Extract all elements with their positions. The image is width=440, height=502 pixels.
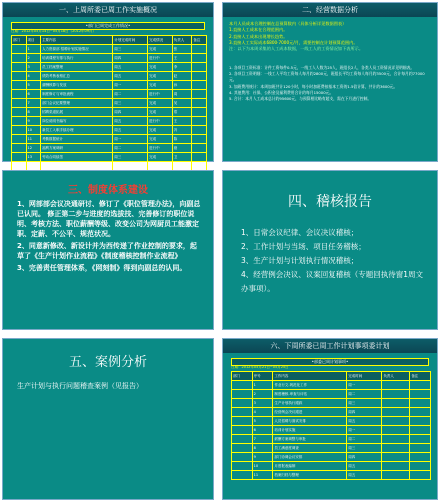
table-cell: 完成 (148, 99, 173, 108)
table-cell (232, 408, 253, 417)
table-row (232, 417, 431, 426)
table-row (12, 72, 207, 81)
slide-6-table-col-header: 完成时间 (347, 372, 382, 381)
table-cell: 完成 (148, 81, 173, 90)
table-cell (382, 444, 410, 453)
table-cell (232, 426, 253, 435)
table-row (12, 117, 207, 126)
table-cell: 周五 (113, 63, 148, 72)
table-cell: 周三 (113, 153, 148, 162)
table-cell: 周五 (113, 117, 148, 126)
table-row (232, 462, 431, 471)
table-row (232, 435, 431, 444)
slide-6-table-col-header: 部门 (232, 372, 253, 381)
table-cell (192, 135, 207, 144)
table-cell: 员工满意度调查 (273, 444, 347, 453)
table-cell: 进行中 (148, 54, 173, 63)
slide-6[interactable] (222, 338, 438, 500)
table-cell (232, 390, 253, 399)
table-row (12, 108, 207, 117)
table-cell (12, 117, 27, 126)
table-cell: 完成 (148, 135, 173, 144)
table-cell (192, 144, 207, 153)
table-cell (410, 408, 431, 417)
table-cell: 周五 (113, 126, 148, 135)
table-cell (12, 126, 27, 135)
slide-2-point-3: 3.直接人工实际成本6800·7000元/月，需要控制在计划预算范围内。 (229, 39, 358, 45)
table-cell (232, 399, 253, 408)
slide-3[interactable] (2, 170, 214, 330)
table-cell: 完成 (148, 63, 173, 72)
table-cell: 周二 (113, 144, 148, 153)
table-cell: 蒋 (172, 162, 192, 171)
slide-6-table (231, 371, 431, 480)
table-cell: 进行中 (148, 117, 173, 126)
slide-4-title: 四、稽核报告 (288, 194, 372, 210)
table-cell: 周一 (347, 381, 382, 390)
table-cell: 8 (252, 444, 273, 453)
table-cell (232, 453, 253, 462)
table-cell: 3 (26, 63, 41, 72)
table-row (12, 153, 207, 162)
table-cell: 福利方案调研 (41, 144, 113, 153)
table-cell: 经营例会决议跟进 (273, 408, 347, 417)
table-cell: 褚 (172, 144, 192, 153)
table-cell (12, 135, 27, 144)
table-cell: 周四 (113, 54, 148, 63)
table-cell: 周一 (113, 135, 148, 144)
table-cell: 5 (26, 81, 41, 90)
table-cell: 进行中 (148, 144, 173, 153)
table-cell: 周五 (347, 417, 382, 426)
slide-5-bullet-1: 生产计划与执行问题稽查案例（见报告） (17, 382, 143, 390)
table-cell (410, 453, 431, 462)
table-row (12, 63, 207, 72)
table-cell: 11 (252, 471, 273, 480)
table-cell: 9 (252, 453, 273, 462)
slide-2-point-2: 2.直接人工成本出现增长趋势。 (229, 33, 288, 39)
slide-2-intro: 本月人员成本合理控制在总预算数内（具体分析详见数据图表） (229, 21, 347, 26)
table-cell (192, 153, 207, 162)
slide-1-table-col-header: 项目 (26, 36, 41, 45)
table-cell: 7 (252, 435, 273, 444)
slide-1-table-col-header: 计划完成时间 (113, 36, 148, 45)
table-cell (192, 126, 207, 135)
slide-4[interactable] (222, 170, 438, 330)
table-cell: 周一 (113, 81, 148, 90)
table-cell: 13 (26, 153, 41, 162)
table-cell (192, 72, 207, 81)
table-cell: 考勤数据统计 (41, 135, 113, 144)
table-cell: 赵 (172, 72, 192, 81)
table-cell: 薪酬核算与发放 (41, 81, 113, 90)
table-cell: 6 (26, 90, 41, 99)
table-cell: 周三 (113, 99, 148, 108)
table-cell: 王 (172, 54, 192, 63)
table-cell: 11 (26, 135, 41, 144)
table-cell: 周二 (347, 435, 382, 444)
slide-2-point-1: 1.直接人工成本在合理范围内。 (229, 27, 288, 33)
table-cell: 周 (172, 90, 192, 99)
table-row (12, 126, 207, 135)
table-cell: 培训计划实施 (273, 426, 347, 435)
table-cell (410, 381, 431, 390)
slide-1[interactable] (2, 2, 214, 168)
table-cell (12, 54, 27, 63)
table-cell (12, 45, 27, 54)
table-cell: 周四 (347, 453, 382, 462)
table-cell: 周二 (113, 90, 148, 99)
slide-1-table-col-header: 备注 (192, 36, 207, 45)
table-cell: 完成 (148, 108, 173, 117)
table-cell: 月度报表编制 (273, 462, 347, 471)
slide-2-header: 二、经营数据分析 (223, 3, 437, 17)
table-cell (410, 390, 431, 399)
table-cell (410, 462, 431, 471)
table-cell (192, 81, 207, 90)
table-cell (382, 426, 410, 435)
table-cell: 完成 (148, 153, 173, 162)
table-cell: 12 (26, 144, 41, 153)
table-cell (192, 99, 207, 108)
table-cell (382, 390, 410, 399)
table-cell (12, 81, 27, 90)
slide-3-bullet-2: 2、同意新修改、新设计并为西传递了作业控制的要求，起草了《生产计划作业流程》《制度稽核控制作业流程》 (17, 242, 197, 260)
table-row (232, 426, 431, 435)
table-cell (192, 90, 207, 99)
table-cell: 9 (26, 117, 41, 126)
table-cell (12, 63, 27, 72)
table-row (232, 381, 431, 390)
slide-3-title: 三、制度体系建设 (68, 185, 148, 196)
table-cell: 部门协调会议安排 (273, 453, 347, 462)
table-cell: 10 (252, 462, 273, 471)
slide-6-table-col-header: 序号 (252, 372, 273, 381)
table-cell: 周五 (113, 72, 148, 81)
table-row (12, 81, 207, 90)
table-cell: 周五 (347, 471, 382, 480)
table-cell: 周三 (113, 45, 148, 54)
slide-1-header: 一、上周所委已周工作实施概况 (3, 3, 213, 17)
table-cell: 5 (252, 417, 273, 426)
slide-4-bullet-1: 1、日常会议纪律、会议决议稽核； (241, 228, 359, 237)
table-cell: 王 (172, 117, 192, 126)
table-row (232, 390, 431, 399)
slide-2-paragraph-1: 1. 各项目工资标准：计件工资每件0.5元，一线工人人数为25人，班组长2人，各类人员工资情况详见明细表。 (229, 65, 415, 70)
table-cell (410, 471, 431, 480)
table-cell (232, 435, 253, 444)
table-cell: 2 (252, 390, 273, 399)
table-cell (12, 90, 27, 99)
table-cell: 人员招聘与面试安排 (273, 417, 347, 426)
slide-2-paragraph-3: 3. 加班费用统计：本周加班共计120小时，每小时加班费按基本工资的1.5倍计算，共计约3600元。 (229, 83, 398, 89)
table-cell: 李 (172, 63, 192, 72)
slide-1-table-col-header: 完成情况 (148, 36, 173, 45)
table-cell (382, 435, 410, 444)
table-cell (232, 417, 253, 426)
slide-4-bullet-3: 3、生产计划与计划执行情况稽核； (241, 256, 359, 265)
table-cell: 卫 (172, 153, 192, 162)
slide-3-bullet-1: 1、网部部会议决通研讨、修订了《职位管理办法》，向副总已认同。 修正第二步与进度的选拔技、完善修订的职位说明、考核方法、职位薪酬等级、改变公司为网厨员工能激定职、定薪、不公平、规范状况。 (17, 200, 201, 238)
table-cell: 完成 (148, 72, 173, 81)
table-cell (232, 444, 253, 453)
table-cell (410, 435, 431, 444)
slide-2-paragraph-4: 4. 其他费用：社保、公积金及福利费用合计约每月15000元。 (229, 89, 334, 95)
table-cell: 月度工作总结 (41, 162, 113, 171)
table-cell: 劳动合同续签 (41, 153, 113, 162)
slide-4-bullet-4: 4、经营例会决议、议案回复稽核（专题回执待窗1周文办事项）。 (241, 270, 424, 293)
table-cell: 4 (26, 72, 41, 81)
table-cell (410, 426, 431, 435)
table-cell: 周五 (347, 462, 382, 471)
slide-1-table (11, 35, 207, 171)
table-cell: 作业行文-规范化工作 (273, 381, 347, 390)
table-cell: 周五 (113, 162, 148, 171)
table-row (232, 408, 431, 417)
slide-1-table-subtitle: 日期：2012年05月14日~05月18日（2012年09月） (11, 29, 97, 33)
table-row (232, 444, 431, 453)
slide-2-note: 注：以下为本周采集的人工成本数据，一线工人的工资情况如下表所示。 (229, 46, 364, 52)
table-cell (382, 453, 410, 462)
table-cell: 招聘渠道拓展 (41, 108, 113, 117)
slide-1-table-col-header: 主要内容 (41, 36, 113, 45)
table-cell: 进行中 (148, 90, 173, 99)
table-row (232, 471, 431, 480)
table-cell (382, 471, 410, 480)
table-cell: 人力资源部 招聘计划实施情况 (41, 45, 113, 54)
slide-1-table-col-header: 部门 (12, 36, 27, 45)
table-cell: 6 (252, 426, 273, 435)
slide-6-table-col-header: 备注 (410, 372, 431, 381)
table-cell: 绩效考核表格汇总 (41, 72, 113, 81)
slide-5-title: 五、案例分析 (68, 355, 147, 370)
table-cell (232, 381, 253, 390)
slide-4-bullet-2: 2、工作计划与当场、项目任务稽核； (241, 242, 366, 251)
table-cell: 冯 (172, 126, 192, 135)
table-cell: 10 (26, 126, 41, 135)
slide-5[interactable] (2, 338, 214, 500)
table-cell (382, 399, 410, 408)
table-cell (192, 108, 207, 117)
table-cell: 周三 (347, 399, 382, 408)
table-cell: 周四 (113, 108, 148, 117)
slide-6-table-col-header: 负责人 (382, 372, 410, 381)
table-cell (382, 417, 410, 426)
table-cell: 2 (26, 54, 41, 63)
table-cell: 8 (26, 108, 41, 117)
table-row (12, 144, 207, 153)
table-cell (232, 462, 253, 471)
table-cell (192, 45, 207, 54)
table-cell: 3 (252, 399, 273, 408)
table-cell: 1 (26, 45, 41, 54)
table-cell (382, 462, 410, 471)
table-cell: 完成 (148, 45, 173, 54)
table-cell (12, 144, 27, 153)
table-cell (12, 153, 27, 162)
slide-1-table-col-header: 负责人 (172, 36, 192, 45)
table-cell: 周一 (347, 426, 382, 435)
table-row (12, 54, 207, 63)
table-row (12, 45, 207, 54)
table-cell: 生产计划执行跟踪 (273, 399, 347, 408)
table-cell: 岗位说明书编写 (41, 117, 113, 126)
table-cell: 14 (26, 162, 41, 171)
table-cell (12, 99, 27, 108)
table-cell (410, 417, 431, 426)
table-cell (232, 471, 253, 480)
table-cell: 陈 (172, 135, 192, 144)
table-row (232, 399, 431, 408)
table-cell (410, 444, 431, 453)
table-cell: 周二 (347, 390, 382, 399)
slide-6-table-col-header: 工作内容 (273, 372, 347, 381)
table-cell: 1 (252, 381, 273, 390)
table-row (232, 453, 431, 462)
slide-3-bullet-3: 3、完善责任管理体系，《网刻制》得到向副总的认同。 (17, 264, 187, 272)
table-cell (12, 72, 27, 81)
table-cell (410, 399, 431, 408)
table-cell: 4 (252, 408, 273, 417)
slide-2-paragraph-2: 2. 各项目工资明细：一线工人平均工资每人每月约2800元，班组长平均工资每人每月约3500元，合计每月约77000元。 (229, 71, 425, 83)
table-cell (382, 408, 410, 417)
table-cell: 周三 (347, 444, 382, 453)
slide-1-table-title: •部门已周完成工作情况• (11, 22, 205, 30)
table-cell: 培训课程安排与执行 (41, 54, 113, 63)
table-cell: 档案归档与整理 (273, 471, 347, 480)
table-cell: 制度修订与审批流程 (41, 90, 113, 99)
table-row (12, 90, 207, 99)
table-cell: 完成 (148, 126, 173, 135)
table-cell (12, 108, 27, 117)
table-cell: 完成 (148, 162, 173, 171)
table-cell: 7 (26, 99, 41, 108)
slide-6-table-title: •部委已周计划事项• (231, 358, 429, 366)
table-row (12, 99, 207, 108)
slide-2[interactable] (222, 2, 438, 162)
table-cell: 周四 (347, 408, 382, 417)
slide-2-paragraph-5: 5. 合计：本月人工成本总计约95600元，与预算相比略有超支，需在下月进行控制。 (229, 96, 372, 102)
table-cell: 孙 (172, 81, 192, 90)
table-cell: 部门会议纪要整理 (41, 99, 113, 108)
table-cell (382, 381, 410, 390)
table-row (12, 135, 207, 144)
table-cell: 吴 (172, 99, 192, 108)
table-cell (192, 117, 207, 126)
table-cell: 薪酬方案调整与审批 (273, 435, 347, 444)
table-cell: 员工档案整理 (41, 63, 113, 72)
table-cell: 郑 (172, 108, 192, 117)
table-cell (192, 63, 207, 72)
slide-6-table-subtitle: 日期：2012年05月21日~05月25日 (231, 365, 289, 369)
slide-6-header: 六、下周所委已周工作计划事项委计划 (223, 339, 437, 353)
table-cell (192, 54, 207, 63)
table-cell: 新员工入职手续办理 (41, 126, 113, 135)
table-cell: 制度稽核-审查与评估 (273, 390, 347, 399)
table-cell: 张 (172, 45, 192, 54)
